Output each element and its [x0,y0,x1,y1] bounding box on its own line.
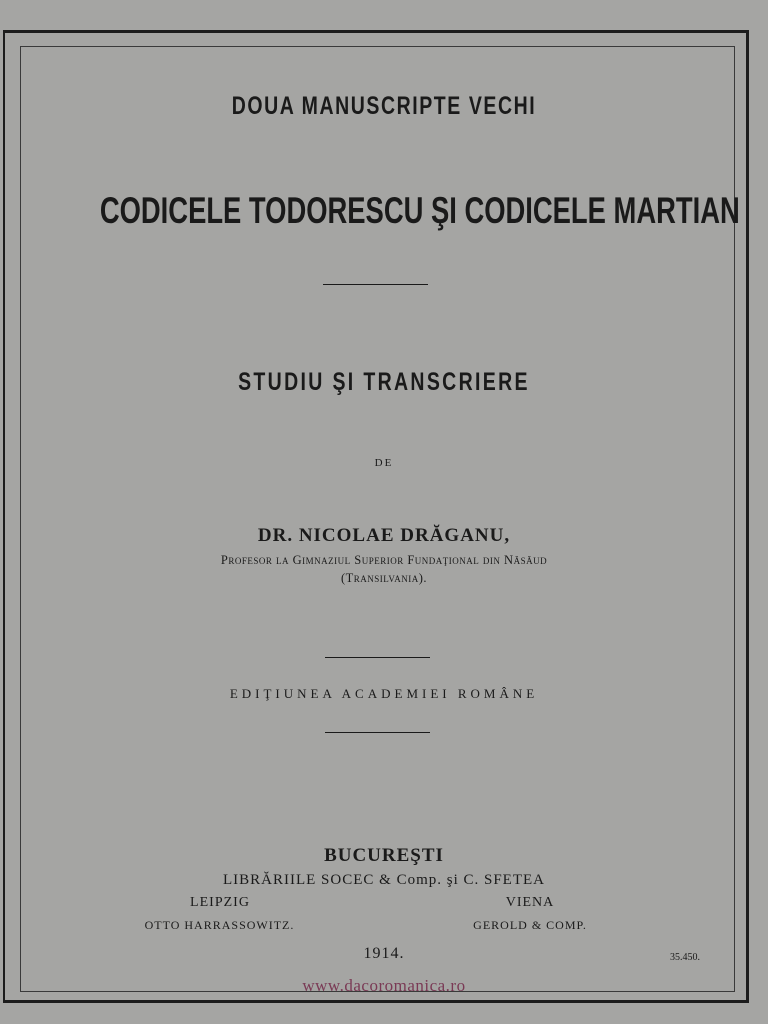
divider-rule [325,657,430,658]
imprint-left-publisher: OTTO HARRASSOWITZ. [144,918,295,932]
book-subtitle: STUDIU ŞI TRANSCRIERE [238,368,530,396]
imprint-right-city: VIENA [505,895,555,910]
imprint-publishers: LIBRĂRIILE SOCEC & Comp. şi C. SFETEA [222,872,546,888]
publication-year: 1914. [363,945,405,962]
divider-rule [325,732,430,733]
imprint-right-publisher: GEROLD & COMP. [473,918,587,932]
divider-rule [323,284,428,285]
author-region: (Transilvania). [340,571,428,585]
imprint-left-city: LEIPZIG [190,895,250,910]
catalog-number: 35.450. [670,952,700,963]
edition-line: EDIŢIUNEA ACADEMIEI ROMÂNE [229,686,539,701]
by-line: DE [374,457,394,469]
watermark-link[interactable]: www.dacoromanica.ro [302,976,466,995]
book-title: CODICELE TODORESCU ŞI CODICELE MARTIAN [99,190,740,231]
author-role: Profesor la Gimnaziul Superior Fundaţional din Năsăud [220,553,548,567]
imprint-city: BUCUREŞTI [324,845,444,866]
pretitle: DOUA MANUSCRIPTE VECHI [231,92,537,120]
author-name: DR. NICOLAE DRĂGANU, [257,525,511,546]
